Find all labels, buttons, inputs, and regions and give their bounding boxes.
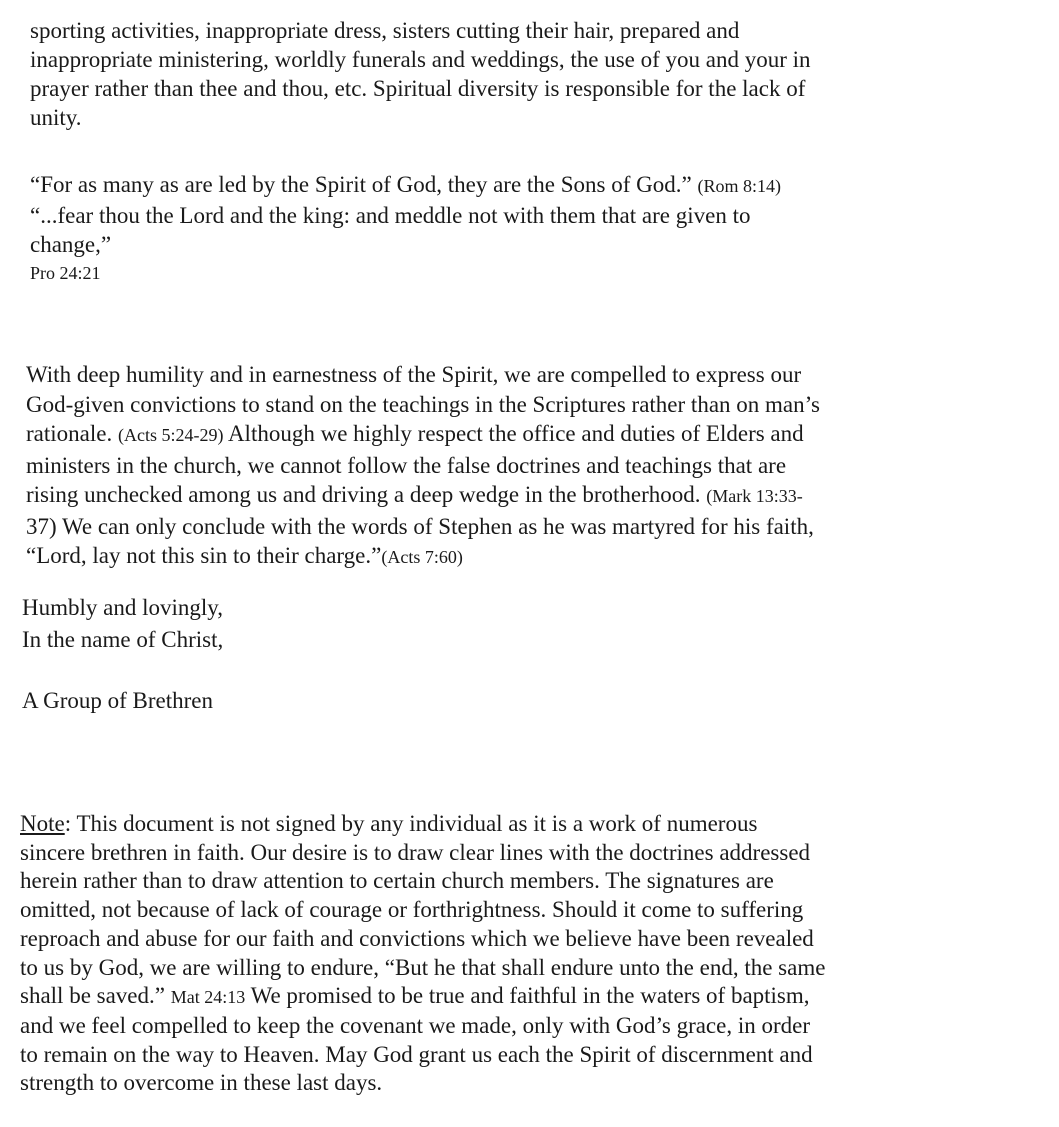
text-line: omitted, not because of lack of courage or forthrightness. Should it come to suffering bbox=[20, 897, 804, 923]
text-line: unity. bbox=[30, 105, 82, 130]
signature-text: A Group of Brethren bbox=[22, 688, 213, 713]
note-label: Note bbox=[20, 811, 65, 836]
closing-salutation bbox=[22, 592, 223, 656]
text-line: ministers in the church, we cannot follow the false doctrines and teachings that are bbox=[26, 452, 787, 478]
text-line: sincere brethren in faith. Our desire is to draw clear lines with the doctrines addressed bbox=[20, 839, 811, 865]
text-line bbox=[26, 512, 820, 542]
scripture-reference: (Rom 8:14) bbox=[697, 176, 781, 196]
text-line bbox=[20, 810, 825, 839]
text-line bbox=[20, 982, 825, 1012]
scripture-reference: (Acts 5:24-29) bbox=[117, 425, 224, 445]
text-line bbox=[26, 480, 820, 512]
scripture-text: “For as many as are led by the Spirit of God, they are the Sons of God.” bbox=[30, 172, 692, 197]
closing-line: In the name of Christ, bbox=[22, 627, 224, 652]
text-segment: We can only conclude with the words of Stephen as he was martyred for his faith, bbox=[62, 513, 814, 539]
text-line: inappropriate ministering, worldly funerals and weddings, the use of you and your in bbox=[30, 47, 811, 72]
text-segment: “Lord, lay not this sin to their charge.” bbox=[26, 543, 382, 568]
text-line: and we feel compelled to keep the covenant we made, only with God’s grace, in order bbox=[20, 1012, 811, 1038]
text-line: With deep humility and in earnestness of the Spirit, we are compelled to express our bbox=[26, 362, 802, 387]
text-segment: Although we highly respect the office and duties of Elders and bbox=[227, 421, 804, 446]
text-line: to remain on the way to Heaven. May God grant us each the Spirit of discernment and bbox=[20, 1041, 813, 1067]
scripture-reference: 37) bbox=[26, 513, 57, 539]
paragraph-diversity bbox=[30, 16, 811, 132]
closing-line: Humbly and lovingly, bbox=[22, 595, 224, 620]
text-segment: rising unchecked among us and driving a deep wedge in the brotherhood. bbox=[26, 482, 701, 507]
scripture-quotes bbox=[30, 170, 781, 288]
text-line: reproach and abuse for our faith and convictions which we believe have been revealed bbox=[20, 925, 814, 951]
text-line: herein rather than to draw attention to certain church members. The signatures are bbox=[20, 868, 774, 894]
text-line bbox=[26, 541, 820, 573]
scripture-line bbox=[30, 170, 781, 201]
scripture-line: “...fear thou the Lord and the king: and meddle not with them that are given to bbox=[30, 203, 751, 228]
text-line: sporting activities, inappropriate dress, sisters cutting their hair, prepared and bbox=[30, 18, 740, 43]
text-line bbox=[26, 419, 820, 451]
signature-line bbox=[22, 686, 213, 715]
scripture-reference: (Acts 7:60) bbox=[381, 547, 463, 567]
text-line: to us by God, we are willing to endure, “But he that shall endure unto the end, the same bbox=[20, 954, 826, 980]
text-segment: rationale. bbox=[26, 421, 113, 446]
scripture-reference: (Mark 13:33- bbox=[706, 486, 803, 506]
text-segment: : This document is not signed by any individual as it is a work of numerous bbox=[64, 811, 758, 836]
text-line: strength to overcome in these last days. bbox=[20, 1070, 383, 1096]
paragraph-convictions bbox=[26, 360, 820, 573]
text-segment: shall be saved.” bbox=[20, 983, 165, 1009]
scripture-reference: Mat 24:13 bbox=[170, 987, 246, 1008]
scripture-line: change,” bbox=[30, 232, 112, 257]
text-line: prayer rather than thee and thou, etc. Spiritual diversity is responsible for the lack of bbox=[30, 76, 806, 101]
text-segment: We promised to be true and faithful in the waters of baptism, bbox=[250, 983, 810, 1009]
scripture-reference: Pro 24:21 bbox=[30, 263, 101, 283]
text-line: God-given convictions to stand on the teachings in the Scriptures rather than on man’s bbox=[26, 391, 820, 417]
note-paragraph bbox=[20, 810, 825, 1098]
